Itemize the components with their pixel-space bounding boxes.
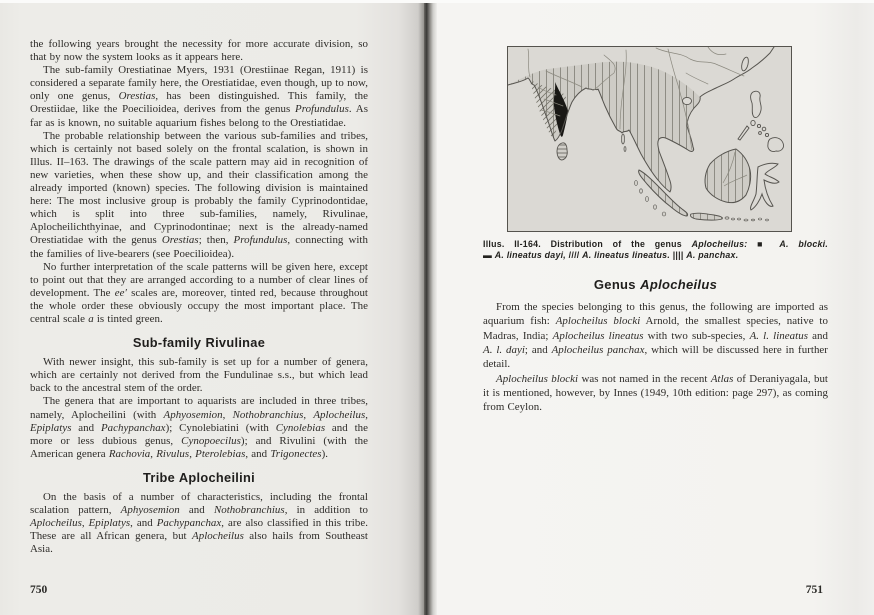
species-name: Trigonectes bbox=[270, 447, 322, 460]
distribution-map bbox=[508, 47, 791, 231]
text-run: No further interpretation of the scale patterns will be given here, except to point out that they are arranged according to a number of clear lines of development. The bbox=[30, 260, 368, 299]
figure-caption-line-1 bbox=[483, 239, 828, 250]
body-paragraph bbox=[30, 64, 368, 129]
species-name: A. l. dayi bbox=[483, 344, 525, 356]
text-run: //// bbox=[565, 250, 583, 261]
species-name: Aplocheilus bbox=[192, 530, 244, 543]
text-run: Genus bbox=[593, 276, 641, 292]
text-run: was not named in the recent bbox=[578, 372, 711, 385]
text-run: , bbox=[365, 408, 368, 421]
species-name: Orestias bbox=[161, 234, 199, 247]
text-run: ). bbox=[321, 447, 329, 460]
left-page-text bbox=[30, 38, 368, 556]
species-name: a bbox=[88, 312, 94, 325]
map-island-mindanao bbox=[768, 138, 784, 152]
text-run: ); Cynolebiatini (with bbox=[165, 421, 276, 434]
species-name: Nothobranchius bbox=[213, 504, 285, 517]
text-run: scales are, moreover, tinted red, because throughout the whole order these obviously occupy the most important place. The central scale bbox=[30, 286, 369, 325]
species-name: Aplocheilus bbox=[313, 408, 366, 421]
body-paragraph bbox=[483, 300, 828, 371]
species-name: Aplocheilus blocki bbox=[555, 315, 641, 328]
species-name: Rivulus bbox=[156, 447, 190, 460]
text-run: , bbox=[189, 447, 196, 460]
map-region-dayi-srilanka bbox=[557, 143, 567, 160]
species-name: Rachovia bbox=[108, 447, 151, 460]
species-name: Pachypanchax bbox=[100, 421, 166, 434]
text-run: Sub-family Rivulinae bbox=[132, 335, 266, 351]
text-run: ); and Rivulini (with the American genera bbox=[30, 434, 368, 460]
species-name: Nothobranchius bbox=[232, 408, 304, 421]
figure-caption bbox=[483, 239, 828, 262]
left-page-number: 750 bbox=[30, 584, 48, 596]
species-name: Aplocheilus panchax bbox=[551, 344, 645, 356]
text-run: Tribe Aplocheilini bbox=[143, 469, 255, 485]
species-name: A. blocki. bbox=[779, 239, 829, 249]
right-page-number: 751 bbox=[805, 584, 823, 596]
text-run: ; and bbox=[524, 344, 552, 356]
species-name: A. panchax. bbox=[686, 250, 739, 261]
body-paragraph bbox=[483, 372, 828, 415]
text-run: On the basis of a number of characteristics, including the frontal scalation pattern, bbox=[30, 491, 368, 517]
section-heading bbox=[30, 471, 368, 484]
species-name: Aphyosemion bbox=[163, 408, 223, 421]
text-run: The sub-family Orestiatinae Myers, 1931 (Orestiinae Regan, 1911) is considered a separate family here, the Orestiatidae, even though, up to now, only one genus, bbox=[30, 64, 368, 103]
text-run: , connecting with the families of live-bearers (see Poecilioidea). bbox=[30, 234, 368, 260]
text-run: and bbox=[179, 504, 214, 517]
text-run: and the more or less dubious genus, bbox=[30, 421, 369, 447]
species-name: Profundulus bbox=[295, 103, 349, 116]
species-name: Aplocheilus blocki bbox=[496, 372, 579, 385]
book-gutter bbox=[424, 0, 437, 615]
text-run: , and bbox=[130, 517, 157, 530]
species-name: Pachypanchax bbox=[156, 517, 222, 530]
text-run: and bbox=[808, 329, 829, 342]
species-name: A. lineatus dayi, bbox=[494, 250, 566, 261]
text-run: is tinted green. bbox=[93, 312, 163, 325]
text-run: the following years brought the necessity for more accurate division, so that by now the system looks as it appears here. bbox=[30, 38, 368, 64]
text-run: also hails from Southeast Asia. bbox=[30, 530, 369, 556]
text-run: , has been distinguished. This family, the Orestiidae, like the Poecilioidea, derives from the genus bbox=[30, 90, 368, 116]
text-run: ▬ bbox=[483, 250, 495, 261]
text-run: The genera that are important to aquarists are included in three tribes, namely, Aplocheilini (with bbox=[30, 395, 368, 421]
text-run: Illus. II-164. Distribution of the genus bbox=[483, 239, 692, 249]
species-name: Pterolebias bbox=[195, 447, 246, 460]
figure-caption-line-2 bbox=[483, 250, 828, 261]
text-run: , are also classified in this tribe. These are all African genera, but bbox=[30, 517, 368, 543]
text-run: With newer insight, this sub-family is set up for a number of genera, which are certainly not derived from the Fundulinae s.s., but which lead back to the ancestral stem of the order. bbox=[30, 356, 368, 395]
species-name: Cynolebias bbox=[275, 421, 326, 434]
text-run: , bbox=[150, 447, 157, 460]
body-paragraph bbox=[30, 491, 368, 556]
text-run: Arnold, the smallest species, native to Madras, India; bbox=[483, 315, 828, 342]
species-name: Aphyosemion bbox=[120, 504, 180, 517]
body-paragraph bbox=[30, 261, 368, 326]
map-island-hainan bbox=[683, 97, 692, 104]
text-run: , which will be discussed here in further detail. bbox=[483, 344, 828, 371]
text-run: , bbox=[222, 408, 233, 421]
species-name: Aplocheilus lineatus bbox=[552, 329, 644, 342]
text-run: The probable relationship between the various sub-families and tribes, which is certainly not based solely on the frontal scalation, is shown in Illus. II–163. The drawings of the scale pattern may aid in recognition of new varieties, when these show up, and their classification among the already imported (known) species. The following division is maintained here: The most inclusive group is probably the family Cyprinodontidae, which is split into three sub-families, namely, Rivulinae, Aplocheilichthyinae, and Cyprinodontinae; next is the already-named Orestiatidae with the genus bbox=[30, 129, 368, 247]
body-paragraph bbox=[30, 395, 368, 460]
section-heading bbox=[30, 336, 368, 349]
distribution-map-figure bbox=[507, 46, 792, 232]
text-run: and bbox=[71, 421, 101, 434]
left-page bbox=[0, 0, 424, 615]
text-run: ■ bbox=[747, 239, 780, 249]
species-name: Epiplatys bbox=[88, 517, 131, 530]
species-name: Atlas bbox=[710, 372, 734, 385]
right-page-content bbox=[483, 46, 828, 414]
text-run: , bbox=[81, 517, 89, 530]
species-name: ee′ bbox=[114, 286, 127, 299]
text-run: of Deraniyagala, but it is mentioned, however, by Innes (1949, 10th edition: page 297), as coming from Ceylon. bbox=[483, 372, 828, 414]
text-run: , in addition to bbox=[284, 504, 369, 517]
body-paragraph bbox=[30, 130, 368, 261]
text-run: with two sub-species, bbox=[643, 329, 750, 342]
right-page-text bbox=[483, 278, 828, 415]
species-name: A. lineatus lineatus. bbox=[582, 250, 671, 261]
species-name: A. l. lineatus bbox=[749, 329, 808, 342]
text-run: From the species belonging to this genus, the following are imported as aquarium fish: bbox=[483, 301, 828, 328]
body-paragraph bbox=[30, 356, 368, 395]
text-run: . As far as is known, no suitable aquarium fishes belong to the Orestiatidae. bbox=[30, 103, 368, 129]
text-run: , and bbox=[245, 447, 271, 460]
species-name: Cynopoecilus bbox=[181, 434, 241, 447]
species-name: Orestias bbox=[118, 90, 156, 103]
species-name: Aplocheilus: bbox=[691, 239, 748, 249]
species-name: Aplocheilus bbox=[640, 276, 718, 292]
text-run: , bbox=[303, 408, 314, 421]
right-page bbox=[437, 0, 874, 615]
species-name: Epiplatys bbox=[30, 421, 72, 434]
map-island-luzon bbox=[751, 91, 762, 117]
species-name: Profundulus bbox=[233, 234, 288, 247]
text-run: |||| bbox=[670, 250, 687, 261]
text-run: ; then, bbox=[198, 234, 234, 247]
species-name: Aplocheilus bbox=[30, 517, 82, 530]
body-paragraph bbox=[30, 38, 368, 64]
section-heading bbox=[483, 278, 828, 292]
